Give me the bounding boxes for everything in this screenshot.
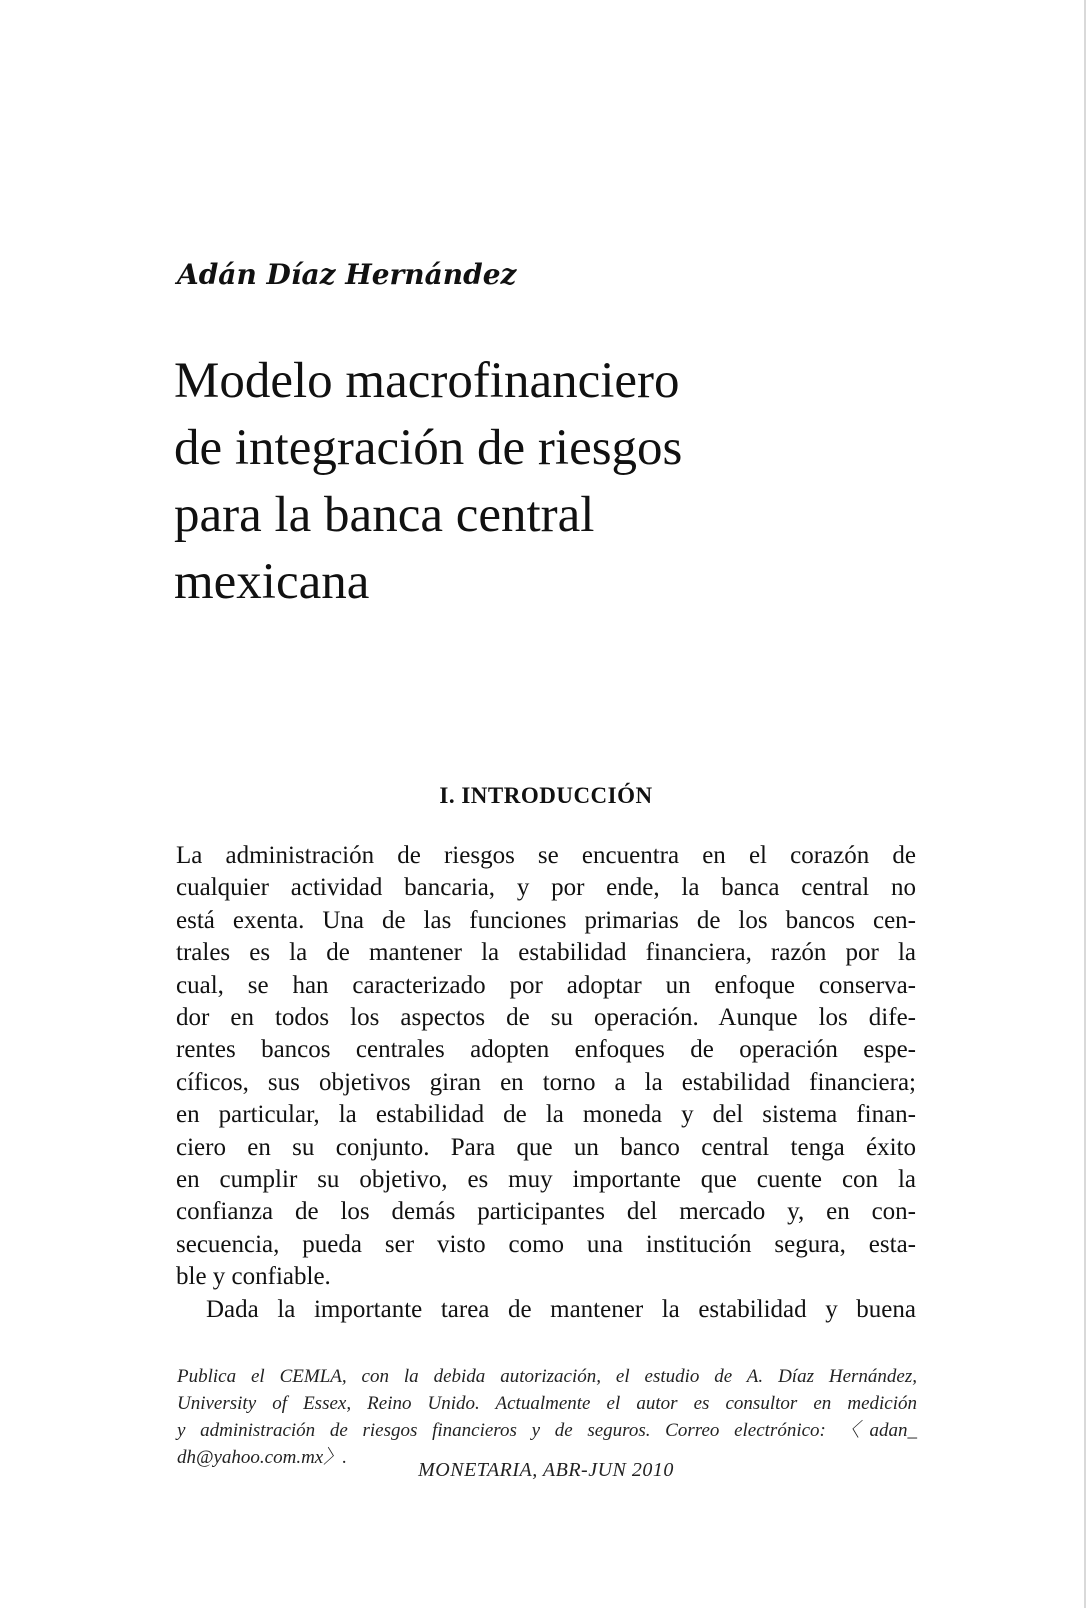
title-line: de integración de riesgos [174,420,683,476]
footnote [177,1363,917,1471]
body-line: cíficos, sus objetivos giran en torno a la estabilidad financiera; [176,1068,916,1096]
title-line: mexicana [174,554,370,610]
body-line: en cumplir su objetivo, es muy importante que cuente con la [176,1166,916,1194]
body-line: cualquier actividad bancaria, y por ende, la banca central no [176,874,916,902]
body-line: La administración de riesgos se encuentra en el corazón de [176,842,916,869]
body-line: Dada la importante tarea de mantener la estabilidad y buena [206,1295,916,1323]
body-line: ciero en su conjunto. Para que un banco central tenga éxito [176,1133,916,1161]
body-line: dor en todos los aspectos de su operación. Aunque los dife- [176,1004,916,1032]
body-line: en particular, la estabilidad de la moneda y del sistema finan- [176,1101,916,1129]
body-line: cual, se han caracterizado por adoptar un enfoque conserva- [176,971,916,999]
author-name: Adán Díaz Hernández [177,258,517,291]
body-text [176,840,916,1326]
body-line: ble y confiable. [176,1263,331,1291]
title-line: Modelo macrofinanciero [174,353,680,409]
footnote-line: y administración de riesgos financieros y de seguros. Correo electrónico: 〈adan_ [177,1420,917,1441]
footnote-line: Publica el CEMLA, con la debida autorización, el estudio de A. Díaz Hernández, [177,1366,917,1387]
body-line: trales es la de mantener la estabilidad financiera, razón por la [176,939,916,967]
body-line: secuencia, pueda ser visto como una institución segura, esta- [176,1230,916,1258]
title-line: para la banca central [174,487,595,543]
body-line: está exenta. Una de las funciones primarias de los bancos cen- [176,906,916,934]
journal-footer: MONETARIA, ABR-JUN 2010 [418,1459,674,1481]
section-heading: I. INTRODUCCIÓN [439,783,653,808]
footnote-line: dh@yahoo.com.mx〉. [177,1447,347,1468]
footnote-line: University of Essex, Reino Unido. Actualmente el autor es consultor en medición [177,1393,917,1414]
body-line: rentes bancos centrales adopten enfoques de operación espe- [176,1036,916,1064]
body-line: confianza de los demás participantes del mercado y, en con- [176,1198,916,1226]
article-title [174,348,894,616]
